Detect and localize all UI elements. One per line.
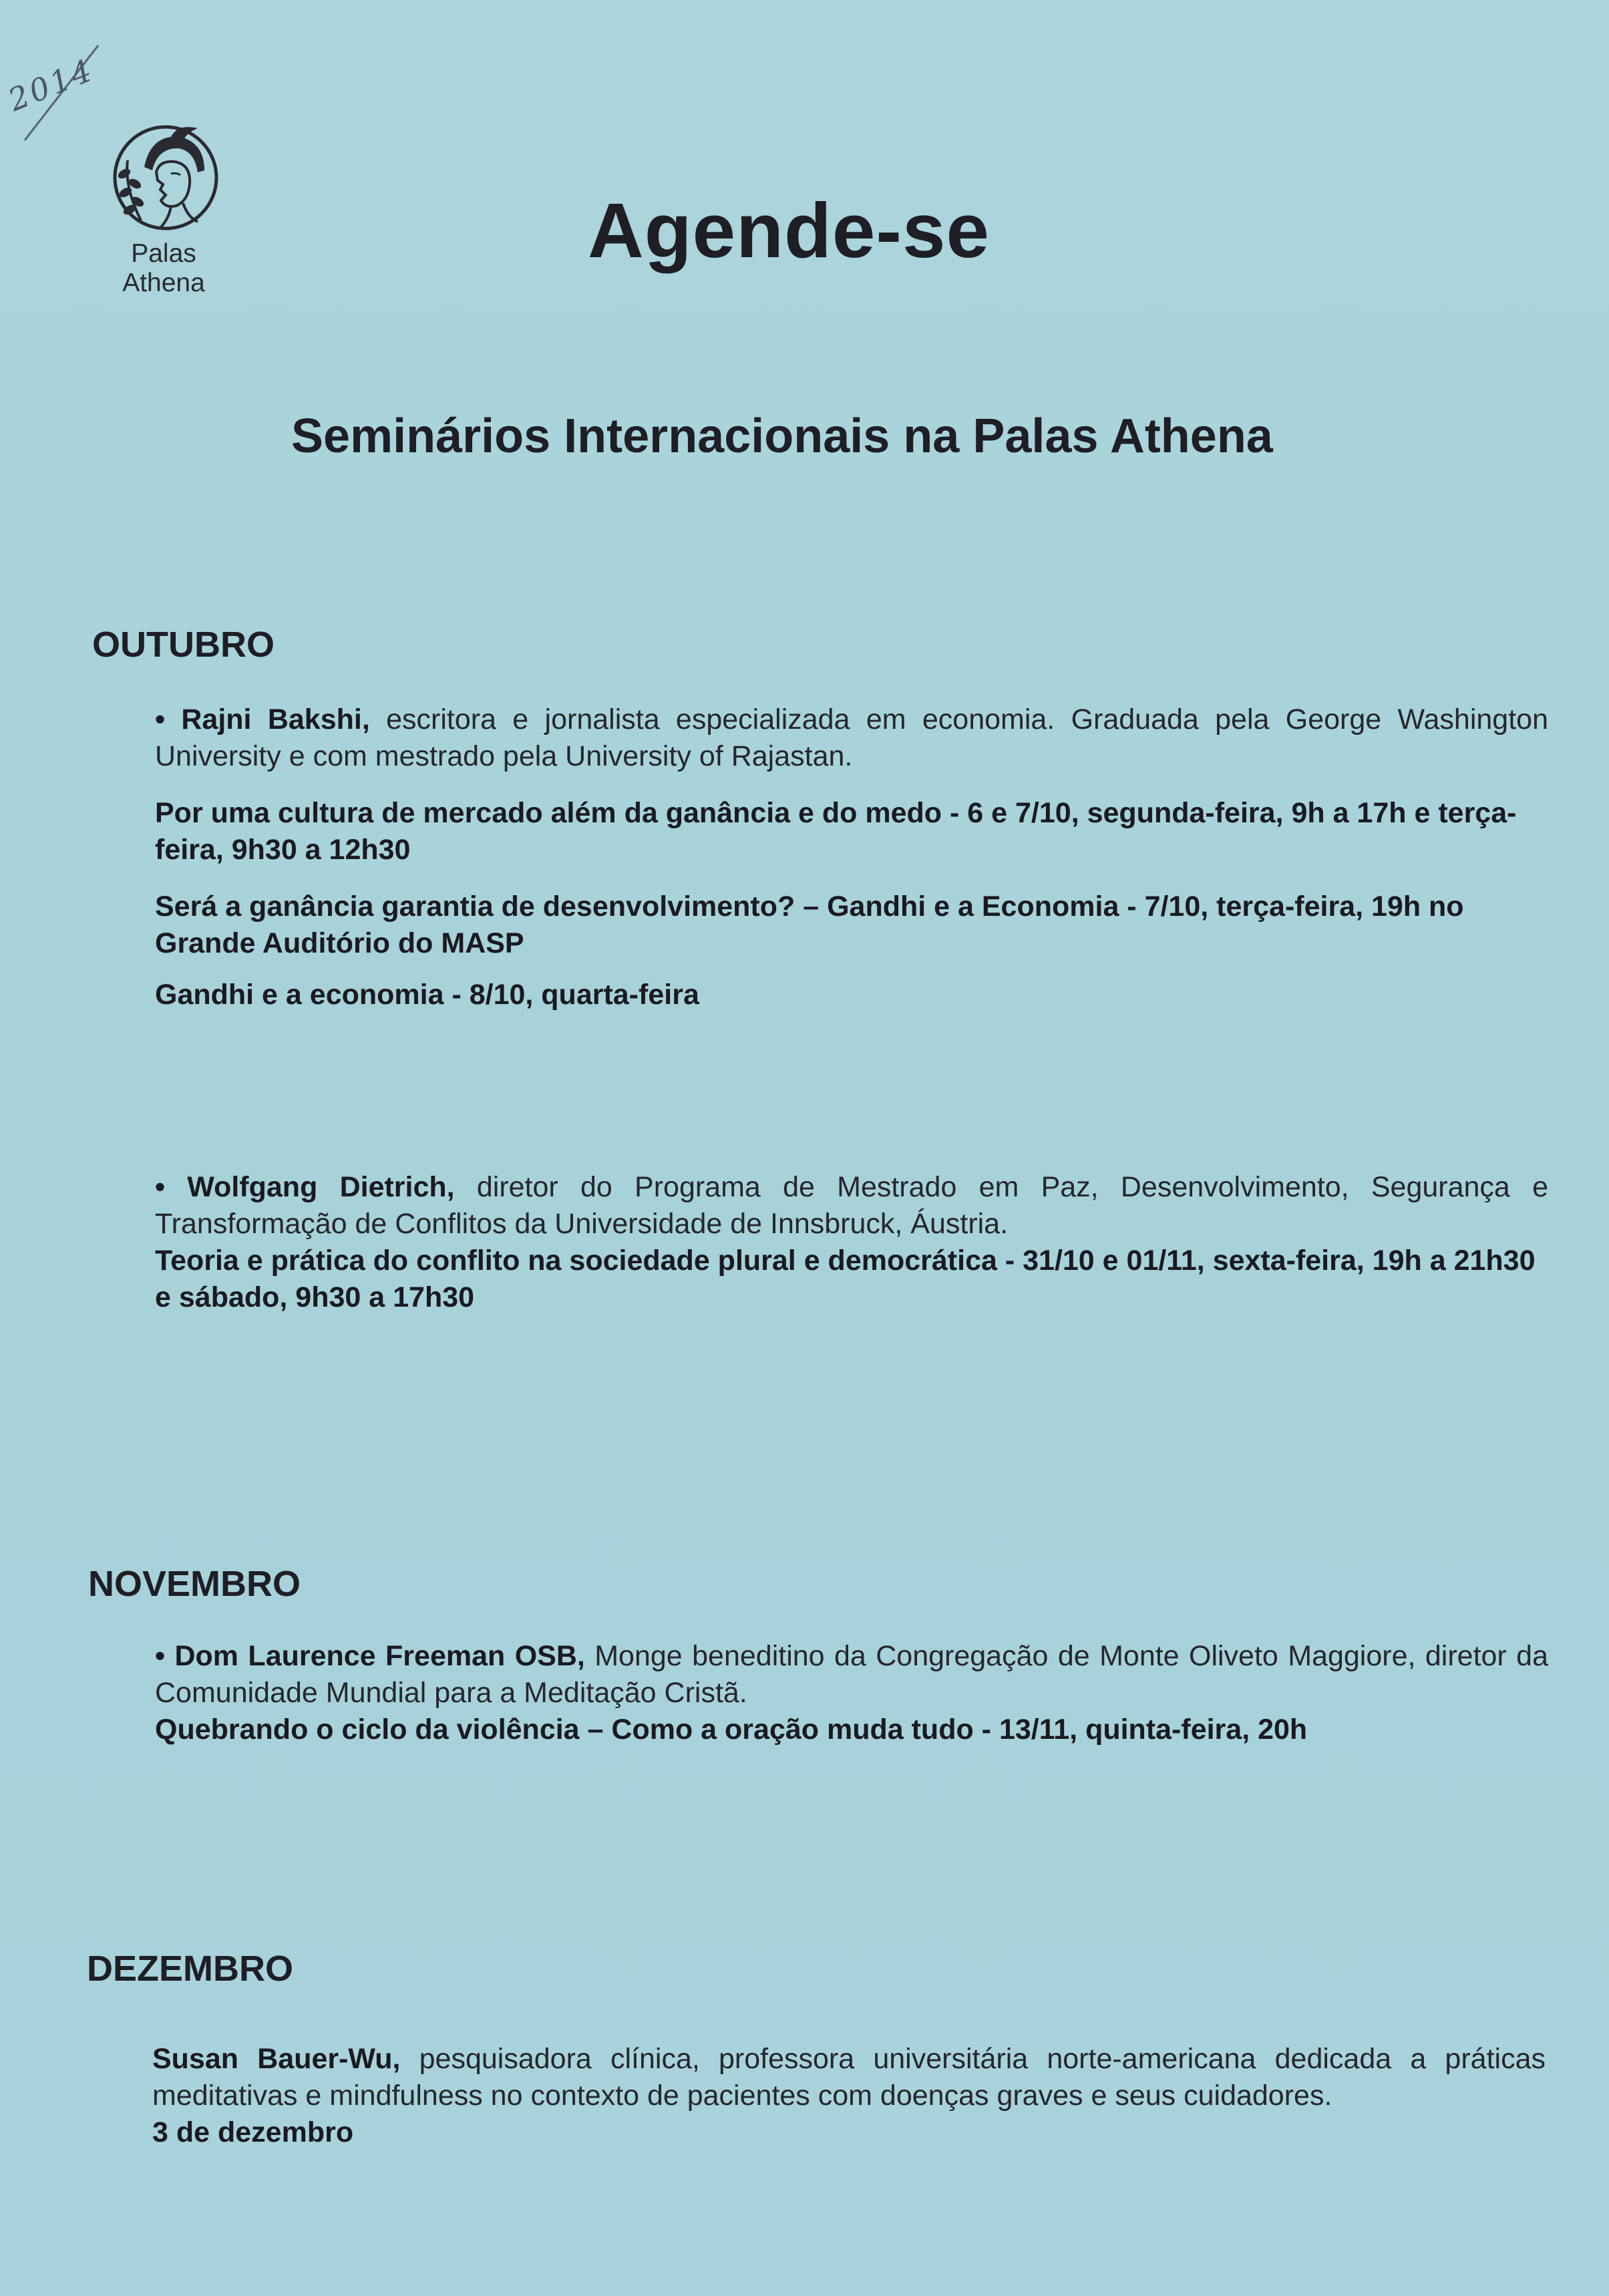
speaker-bio [155,1169,1548,1243]
handwritten-year: 2014 [3,51,100,118]
speaker-name: • Dom Laurence Freeman OSB, [155,1640,585,1672]
month-heading-outubro: OUTUBRO [92,625,275,665]
speaker-entry-susan-bauer-wu [152,2041,1546,2151]
athena-head-emblem-icon [104,120,224,237]
event-item: Quebrando o ciclo da violência – Como a oração muda tudo - 13/11, quinta-feira, 20h [155,1713,1308,1746]
speaker-entry-laurence-freeman [155,1638,1548,1748]
page-title: Agende-se [588,187,991,274]
speaker-description: escritora e jornalista especializada em economia. Graduada pela George Washington University e com mestrado pela University of Rajastan. [155,703,1548,772]
speaker-bio [155,1638,1548,1711]
speaker-name: • Rajni Bakshi, [155,703,370,735]
event-item: 3 de dezembro [152,2116,354,2148]
logo-wordmark [100,239,227,298]
month-heading-novembro: NOVEMBRO [88,1564,301,1604]
event-item: Será a ganância garantia de desenvolvimento? – Gandhi e a Economia - 7/10, terça-feira, 19h no Grande Auditório do MASP [155,890,1464,959]
speaker-description: diretor do Programa de Mestrado em Paz, Desenvolvimento, Segurança e Transformação de Conflitos da Universidade de Innsbruck, Áustria. [155,1171,1548,1240]
logo-name-line1: Palas [131,239,196,268]
event-item: Teoria e prática do conflito na sociedade plural e democrática - 31/10 e 01/11, sexta-feira, 19h a 21h30 e sábado, 9h30 a 17h30 [155,1245,1536,1313]
speaker-name: Susan Bauer-Wu, [152,2043,401,2075]
handwritten-annotation [1,27,102,147]
speaker-bio [152,2041,1546,2114]
event-item: Por uma cultura de mercado além da ganância e do medo - 6 e 7/10, segunda-feira, 9h a 17h e terça-feira, 9h30 a 12h30 [155,797,1517,866]
speaker-description: pesquisadora clínica, professora universitária norte-americana dedicada a práticas meditativas e mindfulness no contexto de pacientes com doenças graves e seus cuidadores. [152,2043,1546,2112]
speaker-description: Monge beneditino da Congregação de Monte Oliveto Maggiore, diretor da Comunidade Mundial para a Meditação Cristã. [155,1640,1548,1709]
speaker-bio [155,701,1548,775]
speaker-entry-wolfgang-dietrich [155,1169,1548,1316]
logo-name-line2: Athena [122,269,205,297]
month-heading-dezembro: DEZEMBRO [87,1949,293,1989]
speaker-entry-rajni-bakshi [155,701,1548,1013]
event-item: Gandhi e a economia - 8/10, quarta-feira [155,979,699,1011]
palas-athena-logo [100,120,227,314]
page-subtitle: Seminários Internacionais na Palas Athena [291,409,1273,463]
speaker-name: • Wolfgang Dietrich, [155,1171,455,1203]
